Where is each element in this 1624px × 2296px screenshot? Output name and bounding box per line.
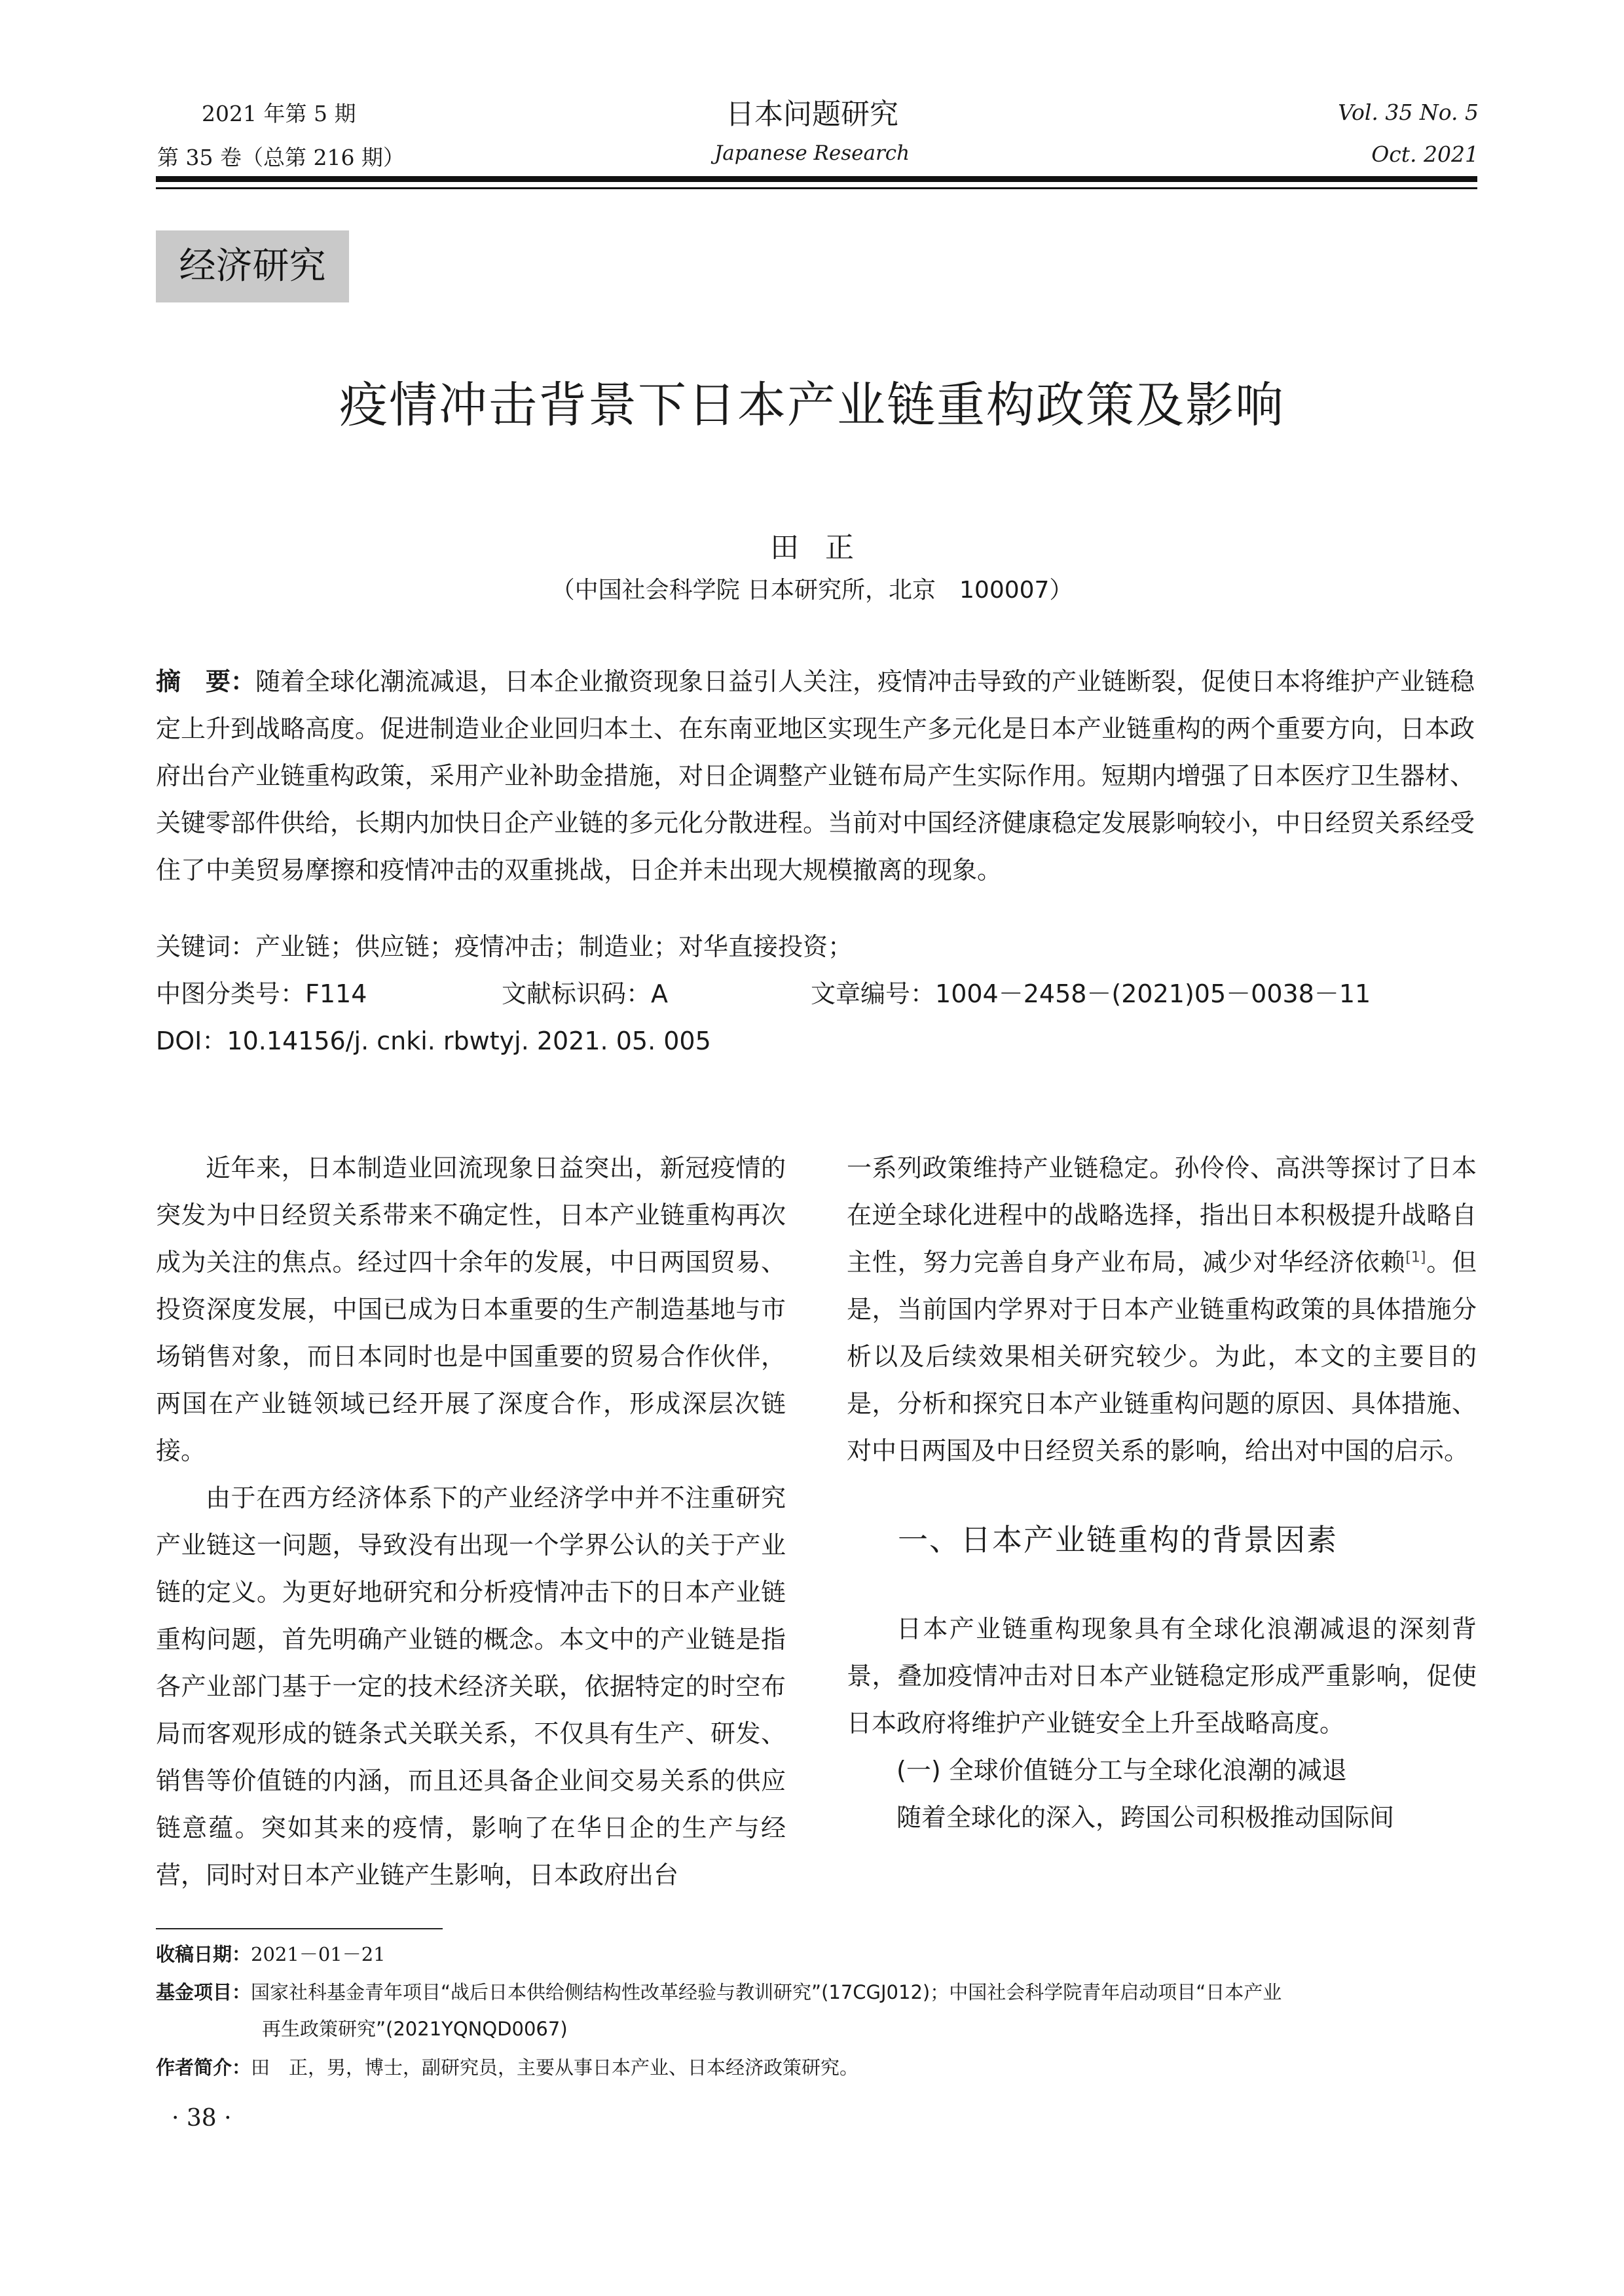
classification-label: 中图分类号： [156,979,306,1008]
footnote-fund [156,1977,1479,2007]
body-text: 。但是，当前国内学界对于日本产业链重构政策的具体措施分析以及后续效果相关研究较少。为此，本文的主要目的是，分析和探究日本产业链重构问题的原因、具体措施、对中日两国及中日经贸关系的影响，给出对中国的启示。 [847,1248,1477,1465]
author-name: 田正 [770,531,880,564]
page-number: · 38 · [172,2105,232,2132]
footnote-rule [156,1928,443,1929]
abstract [156,658,1479,894]
body-paragraph: 随着全球化的深入，跨国公司积极推动国际间 [896,1803,1395,1832]
body-paragraph [847,1144,1477,1474]
article-number-value: 1004－2458－(2021)05－0038－11 [935,979,1371,1008]
article-number [811,970,1371,1017]
journal-title: 日本问题研究 [726,98,898,131]
footnote-label: 基金项目： [156,1981,251,2003]
keywords-label: 关键词： [156,932,256,961]
author-affiliation: （中国社会科学院 日本研究所，北京 100007） [551,577,1073,604]
body-paragraph: 日本产业链重构现象具有全球化浪潮减退的深刻背景，叠加疫情冲击对日本产业链稳定形成严重影响，促使日本政府将维护产业链安全上升至战略高度。 [847,1614,1477,1738]
section-heading: 一、日本产业链重构的背景因素 [898,1522,1338,1558]
classification-value: F114 [305,979,367,1008]
body-text: 一系列政策维持产业链稳定。孙伶伶、高洪等探讨了日本在逆全球化进程中的战略选择，指出日本积极提升战略自主性，努力完善自身产业布局，减少对华经济依赖 [847,1154,1477,1277]
article-number-label: 文章编号： [811,979,936,1008]
document-code-value: A [651,979,669,1008]
doi [156,1017,711,1065]
footnote-label: 作者简介： [156,2056,251,2079]
subsection-heading: (一) 全球价值链分工与全球化浪潮的减退 [896,1756,1347,1785]
date-label: Oct. 2021 [1371,141,1479,167]
section-tag: 经济研究 [156,230,349,302]
footnote-label: 收稿日期： [156,1943,251,1965]
volume-label: 第 35 卷（总第 216 期） [157,145,405,170]
body-column-right [847,1144,1477,1841]
footnote-text: 田 正，男，博士，副研究员，主要从事日本产业、日本经济政策研究。 [251,2056,859,2079]
footnote-text: 国家社科基金青年项目“战后日本供给侧结构性改革经验与教训研究”(17CGJ012)；中国社会科学院青年启动项目“日本产业 [251,1981,1282,2003]
footnote-author [156,2052,1479,2083]
article-title: 疫情冲击背景下日本产业链重构政策及影响 [339,377,1285,433]
footnote-received [156,1939,1479,1969]
journal-title-en: Japanese Research [714,141,910,165]
body-paragraph: 由于在西方经济体系下的产业经济学中并不注重研究产业链这一问题，导致没有出现一个学界公认的关于产业链的定义。为更好地研究和分析疫情冲击下的日本产业链重构问题，首先明确产业链的概念。本文中的产业链是指各产业部门基于一定的技术经济关联，依据特定的时空布局而客观形成的链条式关联关系，不仅具有生产、研发、销售等价值链的内涵，而且还具备企业间交易关系的供应链意蕴。突如其来的疫情，影响了在华日企的生产与经营，同时对日本产业链产生影响，日本政府出台 [156,1484,786,1889]
doi-label: DOI： [156,1027,227,1055]
classification-number [156,970,367,1017]
header-rule-thick [156,176,1477,182]
abstract-text: 随着全球化潮流减退，日本企业撤资现象日益引人关注，疫情冲击导致的产业链断裂，促使日本将维护产业链稳定上升到战略高度。促进制造业企业回归本土、在东南亚地区实现生产多元化是日本产业链重构的两个重要方向，日本政府出台产业链重构政策，采用产业补助金措施，对日企调整产业链布局产生实际作用。短期内增强了日本医疗卫生器材、关键零部件供给，长期内加快日企产业链的多元化分散进程。当前对中国经济健康稳定发展影响较小，中日经贸关系经受住了中美贸易摩擦和疫情冲击的双重挑战，日企并未出现大规模撤离的现象。 [156,667,1475,884]
keywords-text: 产业链；供应链；疫情冲击；制造业；对华直接投资； [255,932,853,961]
document-code-label: 文献标识码： [502,979,652,1008]
citation-ref[interactable]: [1] [1405,1249,1426,1266]
body-column-left [156,1144,786,1899]
header-rule-thin [156,187,1477,189]
abstract-label: 摘 要： [156,667,256,696]
footnote-fund-cont: 再生政策研究”(2021YQNQD0067) [262,2018,568,2040]
document-code [502,970,668,1017]
vol-no-label: Vol. 35 No. 5 [1338,100,1479,125]
body-paragraph: 近年来，日本制造业回流现象日益突出，新冠疫情的突发为中日经贸关系带来不确定性，日本产业链重构再次成为关注的焦点。经过四十余年的发展，中日两国贸易、投资深度发展，中国已成为日本重要的生产制造基地与市场销售对象，而日本同时也是中国重要的贸易合作伙伴，两国在产业链领域已经开展了深度合作，形成深层次链接。 [156,1154,786,1465]
keywords [156,923,853,970]
issue-label: 2021 年第 5 期 [202,101,356,126]
doi-value: 10.14156/j. cnki. rbwtyj. 2021. 05. 005 [227,1027,711,1055]
footnote-text: 2021－01－21 [251,1943,386,1965]
